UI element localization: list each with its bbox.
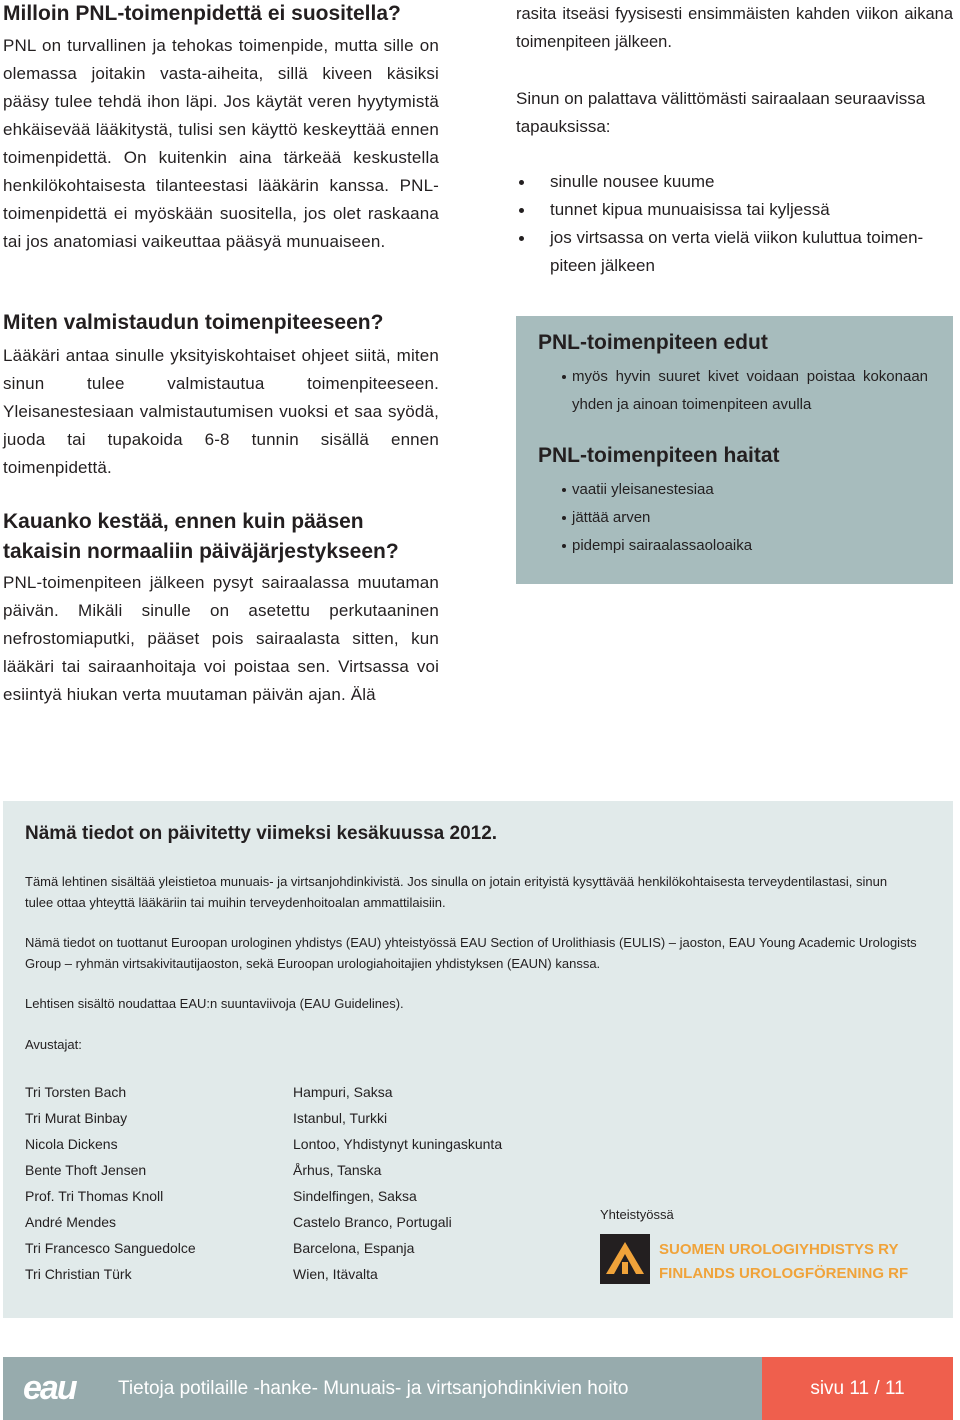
eau-logo: eau <box>23 1369 76 1407</box>
contributor-row <box>25 1080 585 1106</box>
partner-name-sv: FINLANDS UROLOGFÖRENING RF <box>659 1265 909 1282</box>
contributor-location: Århus, Tanska <box>293 1162 382 1178</box>
contributor-row <box>25 1106 585 1132</box>
contributor-location: Hampuri, Saksa <box>293 1084 393 1100</box>
pros-cons-box <box>516 316 953 584</box>
list-item: jättää arven <box>538 504 928 532</box>
page-number: sivu 11 / 11 <box>810 1378 905 1399</box>
guidelines-text: Lehtisen sisältö noudattaa EAU:n suuntaviivoja (EAU Guidelines). <box>25 996 404 1011</box>
cons-heading: PNL-toimenpiteen haitat <box>538 444 780 467</box>
return-to-hospital-list <box>516 168 953 280</box>
contributor-name: Nicola Dickens <box>25 1136 118 1152</box>
pros-heading: PNL-toimenpiteen edut <box>538 331 768 354</box>
contributor-name: André Mendes <box>25 1214 117 1230</box>
return-to-hospital-intro: Sinun on palattava välittömästi sairaalaan seuraavissa tapauksissa: <box>516 89 926 136</box>
footer-title: Tietoja potilaille -hanke- Munuais- ja virtsanjohdinkivien hoito <box>118 1378 629 1399</box>
contributor-location: Sindelfingen, Saksa <box>293 1188 417 1204</box>
list-item: tunnet kipua munuaisissa tai kyljessä <box>516 196 953 224</box>
contributor-row <box>25 1184 585 1210</box>
contributor-name: Tri Christian Türk <box>25 1266 132 1282</box>
recovery-text: PNL-toimenpiteen jälkeen pysyt sairaalassa muutaman päivän. Mikäli sinulle on asetettu perkutaaninen nefrostomiaputki, pääset pois sairaalasta sitten, kun lääkäri tai sairaanhoitaja voi poistaa sen. Virtsassa voi esiintyä hiukan verta muutaman päivän ajan. Älä <box>3 573 439 704</box>
footer-bar <box>3 1357 953 1420</box>
section-heading-preparation: Miten valmistaudun toimenpiteeseen? <box>3 311 384 334</box>
contributor-location: Lontoo, Yhdistynyt kuningaskunta <box>293 1136 503 1152</box>
contributor-row <box>25 1158 585 1184</box>
contributors-heading: Avustajat: <box>25 1037 82 1052</box>
contributor-location: Istanbul, Turkki <box>293 1110 388 1126</box>
urology-association-logo-icon <box>600 1234 650 1284</box>
partnership-label: Yhteistyössä <box>600 1207 674 1222</box>
section-heading-recovery: Kauanko kestää, ennen kuin pääsen takaisin normaaliin päiväjärjestykseen? <box>3 510 399 563</box>
partner-name-fi: SUOMEN UROLOGIYHDISTYS RY <box>659 1241 899 1258</box>
list-item: sinulle nousee kuume <box>516 168 953 196</box>
contributor-location: Barcelona, Espanja <box>293 1240 415 1256</box>
info-panel <box>3 801 953 1318</box>
contributor-location: Wien, Itävalta <box>293 1266 378 1282</box>
page-number-box <box>762 1357 953 1420</box>
contributor-row <box>25 1262 585 1288</box>
contraindications-text: PNL on turvallinen ja tehokas toimenpide, mutta sille on olemassa joitakin vasta-aiheita, sillä kiveen käsiksi pääsy tulee tehdä ihon läpi. Jos käytät veren hyytymistä ehkäisevää lääkitystä, tulisi sen käyttö keskeyttää ennen toimenpidettä. On kuitenkin aina tärkeää keskustella henkilökohtaisesta tilanteestasi lääkärin kanssa. PNL-toimenpidettä ei myöskään suositella, jos olet raskaana tai jos anatomiasi vaikeuttaa pääsyä munuaiseen. <box>3 36 439 251</box>
section-heading-contraindications: Milloin PNL-toimenpidettä ei suositella? <box>3 2 401 25</box>
partner-logo <box>600 1234 650 1284</box>
contributor-row <box>25 1132 585 1158</box>
contributor-name: Bente Thoft Jensen <box>25 1162 147 1178</box>
contributor-name: Prof. Tri Thomas Knoll <box>25 1188 164 1204</box>
list-item: myös hyvin suuret kivet voidaan poistaa kokonaan yhden ja ainoan toimenpiteen avulla <box>538 363 928 419</box>
update-date-heading: Nämä tiedot on päivitetty viimeksi kesäkuussa 2012. <box>25 823 498 844</box>
producer-text: Nämä tiedot on tuottanut Euroopan urologinen yhdistys (EAU) yhteistyössä EAU Section of Urolithiasis (EULIS) – jaoston, EAU Young Academic Urologists Group – ryhmän virtsakivitautijaoston, sekä Euroopan urologiahoitajien yhdistyksen (EAUN) kanssa. <box>25 935 917 971</box>
cons-list <box>538 476 928 560</box>
recovery-text-continued: rasita itseäsi fyysisesti ensimmäisten kahden viikon aikana toimenpiteen jälkeen. <box>516 5 953 51</box>
preparation-text: Lääkäri antaa sinulle yksityiskohtaiset ohjeet siitä, miten sinun tulee valmistautua toimenpiteeseen. Yleisanestesiaan valmistautumisen vuoksi et saa syödä, juoda tai tupakoida 6-8 tunnin sisällä ennen toimenpidettä. <box>3 346 439 477</box>
contributor-row <box>25 1210 585 1236</box>
list-item: vaatii yleisanestesiaa <box>538 476 928 504</box>
contributor-row <box>25 1236 585 1262</box>
disclaimer-text: Tämä lehtinen sisältää yleistietoa munuais- ja virtsanjohdinkivistä. Jos sinulla on jotain erityistä kysyttävää henkilökohtaisesta terveydentilastasi, sinun tulee ottaa yhteyttä lääkäriin tai muihin terveydenhoitoalan ammattilaisiin. <box>25 874 888 910</box>
list-item: jos virtsassa on verta vielä viikon kuluttua toimen-piteen jälkeen <box>516 224 953 280</box>
pros-list <box>538 363 928 419</box>
contributor-location: Castelo Branco, Portugali <box>293 1214 452 1230</box>
list-item: pidempi sairaalassaoloaika <box>538 532 928 560</box>
contributor-name: Tri Murat Binbay <box>25 1110 128 1126</box>
contributor-name: Tri Torsten Bach <box>25 1084 127 1100</box>
contributor-name: Tri Francesco Sanguedolce <box>25 1240 196 1256</box>
